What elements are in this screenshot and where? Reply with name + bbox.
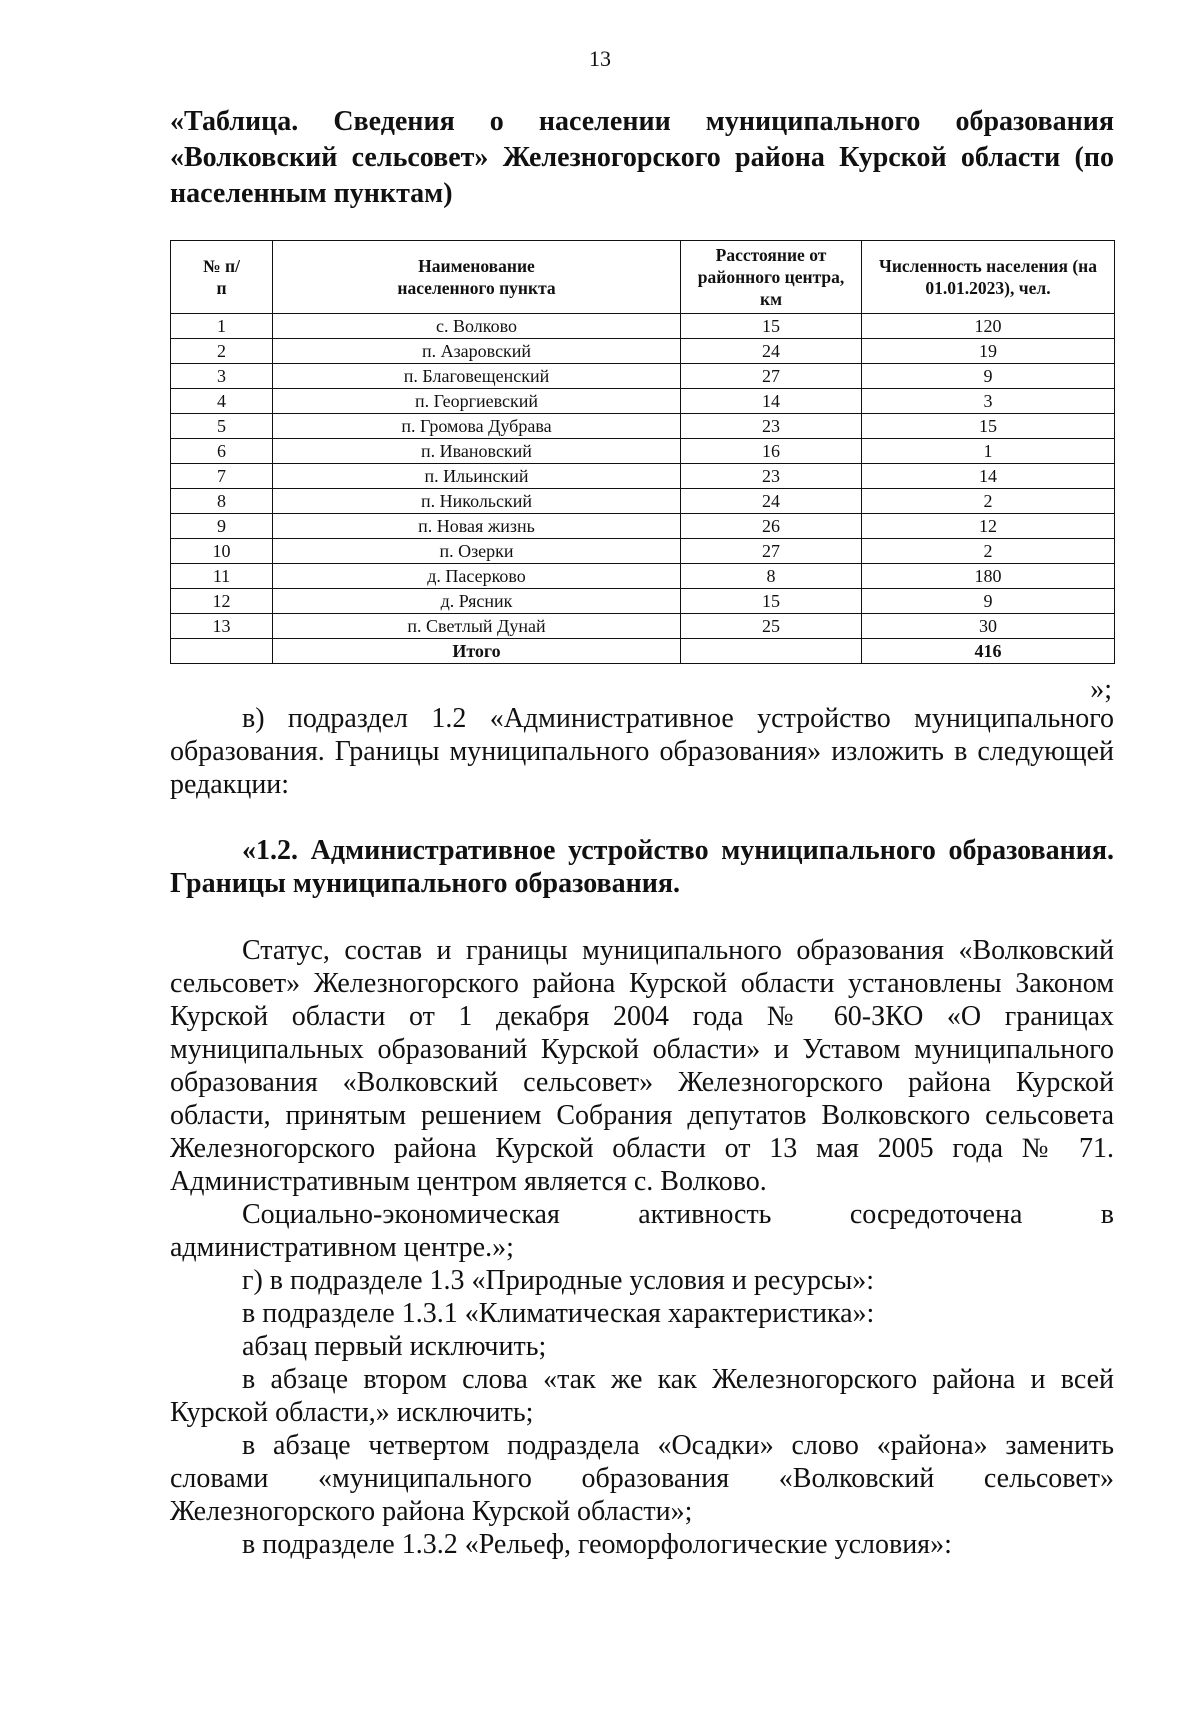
- table-header-row: [171, 241, 1115, 314]
- table-body: [171, 314, 1115, 664]
- cell-name: п. Никольский: [273, 489, 681, 514]
- cell-population: 2: [862, 489, 1115, 514]
- cell-distance: 15: [681, 314, 862, 339]
- paragraph-v: в) подраздел 1.2 «Административное устройство муниципального образования. Границы муниципального образования» изложить в следующей редакции:: [170, 703, 1114, 800]
- cell-population: 180: [862, 564, 1115, 589]
- cell-distance: 25: [681, 614, 862, 639]
- cell-num: 6: [171, 439, 273, 464]
- header-population: Численность населения (на 01.01.2023), чел.: [862, 241, 1115, 314]
- cell-num: 12: [171, 589, 273, 614]
- total-empty-cell: [171, 639, 273, 664]
- cell-num: 8: [171, 489, 273, 514]
- cell-name: п. Новая жизнь: [273, 514, 681, 539]
- cell-name: д. Рясник: [273, 589, 681, 614]
- cell-name: п. Георгиевский: [273, 389, 681, 414]
- table-row: [171, 439, 1115, 464]
- table-row: [171, 489, 1115, 514]
- table-row: [171, 514, 1115, 539]
- table-row: [171, 464, 1115, 489]
- cell-num: 2: [171, 339, 273, 364]
- cell-num: 13: [171, 614, 273, 639]
- total-value: 416: [862, 639, 1115, 664]
- cell-population: 9: [862, 589, 1115, 614]
- cell-name: п. Азаровский: [273, 339, 681, 364]
- cell-name: п. Благовещенский: [273, 364, 681, 389]
- table-row: [171, 339, 1115, 364]
- population-table: [170, 240, 1115, 664]
- cell-num: 5: [171, 414, 273, 439]
- cell-name: д. Пасерково: [273, 564, 681, 589]
- cell-distance: 27: [681, 539, 862, 564]
- cell-name: с. Волково: [273, 314, 681, 339]
- paragraph-social: Социально-экономическая активность сосредоточена в административном центре.»;: [170, 1199, 1114, 1263]
- cell-distance: 14: [681, 389, 862, 414]
- table-row: [171, 564, 1115, 589]
- cell-num: 1: [171, 314, 273, 339]
- cell-num: 4: [171, 389, 273, 414]
- table-total-row: [171, 639, 1115, 664]
- table-row: [171, 589, 1115, 614]
- cell-population: 14: [862, 464, 1115, 489]
- paragraph-sub-1-3-2: в подразделе 1.3.2 «Рельеф, геоморфологические условия»:: [242, 1529, 952, 1560]
- cell-distance: 26: [681, 514, 862, 539]
- header-num: № п/п: [171, 241, 273, 314]
- table-row: [171, 614, 1115, 639]
- closing-quote: »;: [1090, 674, 1112, 705]
- table-row: [171, 364, 1115, 389]
- table-row: [171, 539, 1115, 564]
- cell-num: 3: [171, 364, 273, 389]
- paragraph-status: Статус, состав и границы муниципального образования «Волковский сельсовет» Железногорского района Курской области установлены Законом Курской области от 1 декабря 2004 года № 60-ЗКО «О границах муниципальных образований Курской области» и Уставом муниципального образования «Волковский сельсовет» Железногорского района Курской области, принятым решением Собрания депутатов Волковского сельсовета Железногорского района Курской области от 13 мая 2005 года № 71. Административным центром является с. Волково.: [170, 935, 1114, 1197]
- cell-population: 3: [862, 389, 1115, 414]
- cell-num: 9: [171, 514, 273, 539]
- cell-name: п. Ивановский: [273, 439, 681, 464]
- cell-distance: 16: [681, 439, 862, 464]
- cell-name: п. Светлый Дунай: [273, 614, 681, 639]
- total-distance-empty: [681, 639, 862, 664]
- cell-name: п. Громова Дубрава: [273, 414, 681, 439]
- cell-distance: 24: [681, 489, 862, 514]
- table-row: [171, 389, 1115, 414]
- table-row: [171, 314, 1115, 339]
- cell-name: п. Озерки: [273, 539, 681, 564]
- header-distance: Расстояние от районного центра, км: [681, 241, 862, 314]
- cell-population: 1: [862, 439, 1115, 464]
- cell-population: 19: [862, 339, 1115, 364]
- cell-population: 30: [862, 614, 1115, 639]
- paragraph-abz2: в абзаце втором слова «так же как Железногорского района и всей Курской области,» исключить;: [170, 1364, 1114, 1428]
- cell-distance: 15: [681, 589, 862, 614]
- cell-population: 9: [862, 364, 1115, 389]
- cell-distance: 8: [681, 564, 862, 589]
- cell-distance: 24: [681, 339, 862, 364]
- cell-population: 12: [862, 514, 1115, 539]
- paragraph-g: г) в подразделе 1.3 «Природные условия и ресурсы»:: [242, 1265, 875, 1296]
- cell-distance: 23: [681, 464, 862, 489]
- header-name: Наименование населенного пункта: [273, 241, 681, 314]
- cell-population: 120: [862, 314, 1115, 339]
- section-heading-1-2: «1.2. Административное устройство муниципального образования. Границы муниципального образования.: [170, 835, 1114, 899]
- page-number: 13: [589, 46, 611, 71]
- paragraph-abz1: абзац первый исключить;: [242, 1331, 547, 1362]
- total-label: Итого: [273, 639, 681, 664]
- cell-population: 15: [862, 414, 1115, 439]
- paragraph-abz4: в абзаце четвертом подраздела «Осадки» слово «района» заменить словами «муниципального образования «Волковский сельсовет» Железногорского района Курской области»;: [170, 1430, 1114, 1527]
- table-caption: «Таблица. Сведения о населении муниципального образования «Волковский сельсовет» Железногорского района Курской области (по населенным пунктам): [170, 106, 1114, 209]
- cell-num: 7: [171, 464, 273, 489]
- cell-name: п. Ильинский: [273, 464, 681, 489]
- cell-distance: 23: [681, 414, 862, 439]
- cell-distance: 27: [681, 364, 862, 389]
- table-row: [171, 414, 1115, 439]
- cell-num: 10: [171, 539, 273, 564]
- cell-population: 2: [862, 539, 1115, 564]
- paragraph-sub-1-3-1: в подразделе 1.3.1 «Климатическая характеристика»:: [242, 1298, 875, 1329]
- cell-num: 11: [171, 564, 273, 589]
